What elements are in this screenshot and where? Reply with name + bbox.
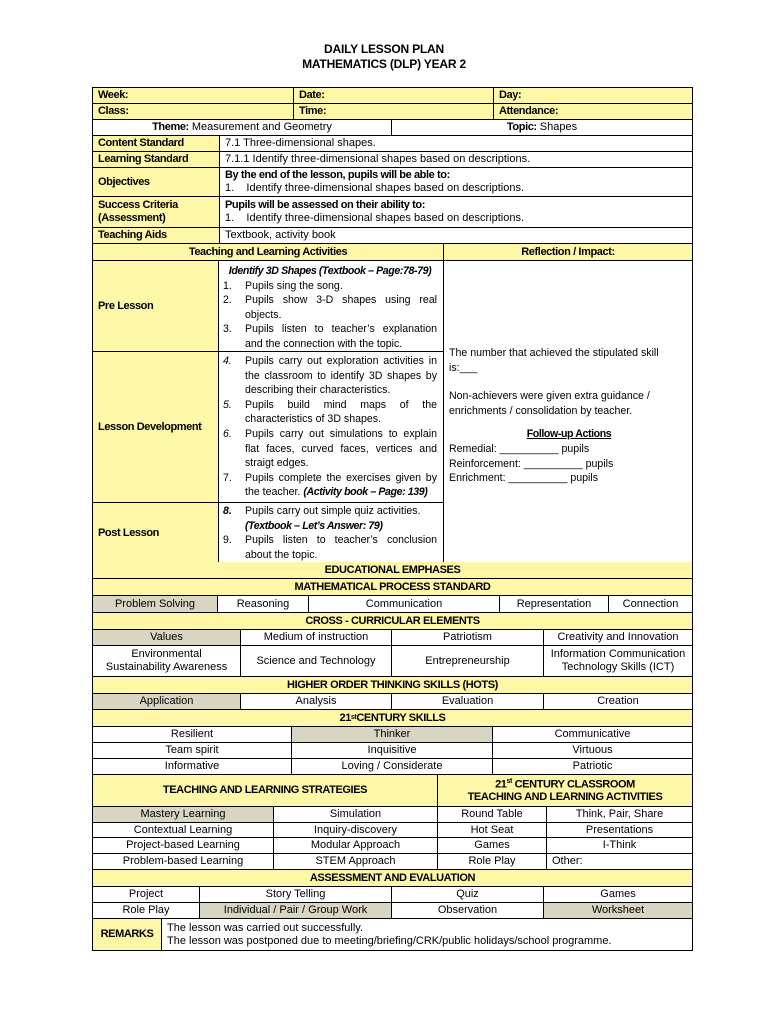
mps-row [92,596,693,613]
reinforcement-line: Reinforcement: __________ pupils [449,457,614,470]
strategy-mastery-learning[interactable]: Mastery Learning [93,807,274,822]
c21-classroom-number: 21 [495,778,507,791]
assessment-story-telling[interactable]: Story Telling [200,887,392,902]
mps-heading: MATHEMATICAL PROCESS STANDARD [294,580,491,593]
c21-row-1 [92,727,693,743]
item-number: 7. [223,471,232,484]
activity-role-play[interactable]: Role Play [438,854,547,869]
enrichment-line: Enrichment: __________ pupils [449,472,599,485]
item-text: Pupils carry out simulations to explain flat faces, curved faces, vertices and straigt edges. [245,427,437,470]
c21-heading-row [92,710,693,727]
strategies-heading: TEACHING AND LEARNING STRATEGIES [93,775,438,806]
strategy-project-based[interactable]: Project-based Learning [93,838,274,853]
cce-heading: CROSS - CURRICULAR ELEMENTS [305,614,480,627]
attendance-field[interactable]: Attendance: [499,105,559,118]
c21-row-3 [92,759,693,775]
cce-science-technology[interactable]: Science and Technology [241,646,392,676]
info-row-1 [92,87,693,104]
activity-i-think[interactable]: I-Think [602,839,637,852]
strategies-row-2 [92,823,693,838]
activity-round-table[interactable]: Round Table [438,807,547,822]
assessment-row-1 [92,887,693,903]
assessment-worksheet[interactable]: Worksheet [544,903,692,918]
objectives-item: 1. Identify three-dimensional shapes based on descriptions. [225,182,525,194]
item-main-text: Pupils complete the exercises given by the teacher. [245,471,437,499]
teaching-aids-value: Textbook, activity book [225,229,336,242]
topic-cell [392,120,692,135]
c21-classroom-suffix: st [506,777,512,785]
cce-patriotism[interactable]: Patriotism [392,630,544,645]
c21-communicative[interactable]: Communicative [554,728,631,741]
item-main-text: Pupils carry out simple quiz activities. [245,505,421,517]
remarks-line-1[interactable]: The lesson was carried out successfully. [167,921,364,934]
c21-loving[interactable]: Loving / Considerate [292,759,493,774]
hots-evaluation[interactable]: Evaluation [392,694,544,709]
cce-entrepreneurship[interactable]: Entrepreneurship [392,646,544,676]
item-text: Pupils sing the song. [245,279,343,292]
topic-label: Topic: [506,121,537,134]
c21-inquisitive[interactable]: Inquisitive [292,743,493,758]
document-subtitle: MATHEMATICS (DLP) YEAR 2 [302,57,466,71]
theme-topic-row [92,120,693,136]
c21-virtuous[interactable]: Virtuous [572,744,613,757]
strategies-row-1 [92,807,693,823]
activities-divider-2 [443,261,444,562]
pre-lesson-activities [219,262,443,352]
success-criteria-heading: Pupils will be assessed on their ability to: [225,199,426,212]
cce-creativity[interactable]: Creativity and Innovation [557,631,679,644]
remarks-content [162,919,692,950]
mps-representation[interactable]: Representation [500,596,609,612]
c21-informative[interactable]: Informative [93,759,292,774]
item-number: 1. [223,279,232,292]
item-text [245,504,437,533]
educational-emphases-heading: EDUCATIONAL EMPHASES [324,563,461,576]
follow-up-heading: Follow-up Actions [526,428,612,441]
c21-heading-text: CENTURY SKILLS [356,711,446,724]
post-lesson-activities [219,502,443,562]
item-text: Pupils listen to teacher’s explanation and the connection with the topic. [245,323,437,350]
hots-analysis[interactable]: Analysis [241,694,392,709]
hots-application[interactable]: Application [93,694,241,709]
post-lesson-label: Post Lesson [93,503,218,562]
strategy-stem-approach[interactable]: STEM Approach [274,854,438,869]
list-item [223,504,437,533]
hots-heading-row [92,677,693,694]
c21-patriotic[interactable]: Patriotic [572,760,613,773]
activity-think-pair-share[interactable]: Think, Pair, Share [575,808,664,821]
item-text [245,471,437,500]
assessment-group-work[interactable]: Individual / Pair / Group Work [200,903,392,918]
objectives-label: Objectives [93,168,220,196]
remarks-line-2[interactable]: The lesson was postponed due to meeting/briefing/CRK/public holidays/school programme. [167,934,612,947]
success-criteria-label-1: Success Criteria [98,199,178,212]
c21-classroom-heading-line-2: TEACHING AND LEARNING ACTIVITIES [467,790,663,803]
remarks-label: REMARKS [93,919,162,950]
pre-lesson-label: Pre Lesson [93,261,218,351]
pre-lesson-title: Identify 3D Shapes (Textbook – Page:78-79) [228,265,432,277]
strategies-row-4 [92,854,693,870]
c21-heading-suffix: st [350,713,357,721]
cce-values[interactable]: Values [93,630,241,645]
item-number: 3. [223,323,232,336]
activity-book-reference: (Activity book – Page: 139) [303,486,428,499]
remarks-row [92,919,693,951]
c21-row-2 [92,743,693,759]
c21-resilient[interactable]: Resilient [93,727,292,742]
cce-medium-of-instruction[interactable]: Medium of instruction [241,630,392,645]
assessment-heading-row [92,870,693,887]
activities-heading-row [92,244,693,261]
list-item [223,427,437,471]
objectives-row [92,168,693,197]
item-text: Pupils build mind maps of the characteristics of 3D shapes. [245,398,437,426]
list-item [223,322,437,351]
learning-standard-label: Learning Standard [93,152,220,167]
success-criteria-label [93,197,220,227]
item-number: 8. [223,505,232,517]
success-criteria-item: 1. Identify three-dimensional shapes based on descriptions. [225,212,525,224]
list-item [223,279,437,294]
reflection-content [449,346,689,486]
content-standard-label: Content Standard [93,136,220,151]
week-field[interactable]: Week: [93,88,294,103]
activity-presentations[interactable]: Presentations [585,823,654,836]
reflection-achieved: The number that achieved the stipulated skill is:___ [449,347,659,374]
activity-games[interactable]: Games [438,838,547,853]
item-number: 6. [223,427,232,440]
educational-emphases-heading-row [92,562,693,579]
date-field[interactable]: Date: [294,88,494,103]
reflection-heading: Reflection / Impact: [521,245,615,258]
content-standard-row [92,136,693,152]
strategies-row-3 [92,838,693,854]
item-number: 2. [223,294,232,307]
objectives-value [220,168,692,196]
cce-row-1 [92,630,693,646]
mps-heading-row [92,579,693,596]
strategy-problem-based[interactable]: Problem-based Learning [93,854,274,869]
list-item [223,354,437,398]
lesson-development-label: Lesson Development [93,352,218,502]
theme-cell [93,120,392,135]
c21-skills-heading [93,710,692,726]
teaching-aids-row [92,228,693,244]
assessment-role-play[interactable]: Role Play [93,903,200,918]
cce-ict[interactable]: Information Communication Technology Skills (ICT) [550,648,686,673]
document-title: DAILY LESSON PLAN [324,42,444,56]
list-item [223,398,437,427]
content-standard-value: 7.1 Three-dimensional shapes. [225,137,376,150]
item-number: 5. [223,398,232,411]
success-criteria-label-2: (Assessment) [98,212,166,224]
mps-communication[interactable]: Communication [309,596,500,612]
assessment-quiz[interactable]: Quiz [392,887,544,902]
textbook-reference: (Textbook – Let’s Answer: 79) [245,519,383,532]
cce-heading-row [92,613,693,630]
strategy-inquiry-discovery[interactable]: Inquiry-discovery [274,823,438,837]
info-row-2 [92,104,693,120]
mps-problem-solving[interactable]: Problem Solving [93,596,218,612]
item-text: Pupils show 3-D shapes using real objects. [245,294,437,321]
assessment-observation[interactable]: Observation [392,903,544,918]
hots-row [92,694,693,710]
c21-classroom-heading [438,775,692,806]
assessment-row-2 [92,903,693,919]
objectives-heading: By the end of the lesson, pupils will be able to: [225,169,450,182]
list-item [223,471,437,500]
lesson-development-activities [219,352,443,500]
list-item [223,293,437,322]
activity-other[interactable]: Other: [552,855,583,868]
cce-environmental[interactable]: Environmental Sustainability Awareness [93,646,241,676]
hots-creation[interactable]: Creation [597,695,639,708]
theme-label: Theme: [152,121,189,134]
remedial-line: Remedial: __________ pupils [449,442,590,455]
reflection-non-achievers: Non-achievers were given extra guidance / enrichments / consolidation by teacher. [449,390,650,417]
activities-heading: Teaching and Learning Activities [93,244,444,260]
item-text: Pupils listen to teacher’s conclusion about the topic. [245,534,437,561]
item-number: 4. [223,355,232,367]
time-field[interactable]: Time: [294,104,494,119]
list-item [223,533,437,562]
c21-classroom-heading-line-1 [495,778,635,791]
cce-row-2 [92,646,693,677]
teaching-aids-label: Teaching Aids [93,228,220,243]
c21-thinker[interactable]: Thinker [292,727,493,742]
item-number: 9. [223,534,232,547]
class-field[interactable]: Class: [93,104,294,119]
day-field[interactable]: Day: [499,89,522,102]
activity-hot-seat[interactable]: Hot Seat [438,823,547,837]
learning-standard-row [92,152,693,168]
success-criteria-row [92,197,693,228]
success-criteria-value [220,197,692,227]
c21-heading-number: 21 [339,711,351,724]
assessment-games[interactable]: Games [600,888,636,901]
assessment-heading: ASSESSMENT AND EVALUATION [309,871,476,884]
c21-team-spirit[interactable]: Team spirit [93,743,292,758]
topic-value: Shapes [539,121,578,134]
theme-value: Measurement and Geometry [191,121,332,134]
strategies-heading-row [92,775,693,807]
mps-reasoning[interactable]: Reasoning [218,596,309,612]
learning-standard-value: 7.1.1 Identify three-dimensional shapes based on descriptions. [225,153,531,166]
item-text: Pupils carry out exploration activities in the classroom to identify 3D shapes by describing their characteristics. [245,355,437,397]
strategy-contextual-learning[interactable]: Contextual Learning [93,823,274,837]
mps-connection[interactable]: Connection [622,597,679,610]
strategy-modular-approach[interactable]: Modular Approach [274,838,438,853]
assessment-project[interactable]: Project [93,887,200,902]
c21-classroom-text: CENTURY CLASSROOM [511,778,635,791]
hots-heading: HIGHER ORDER THINKING SKILLS (HOTS) [287,678,498,691]
strategy-simulation[interactable]: Simulation [274,807,438,822]
